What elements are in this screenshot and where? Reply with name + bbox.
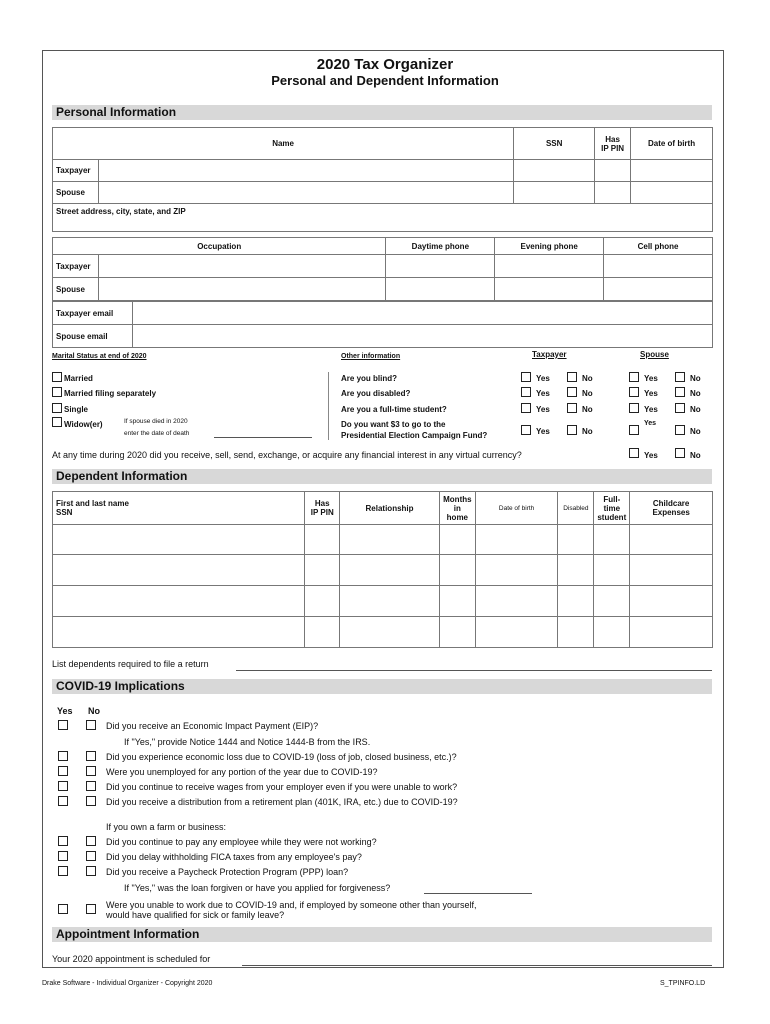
covid-q3: Were you unemployed for any portion of the year due to COVID-19? xyxy=(106,767,378,777)
q-campaign-1: Do you want $3 to go to the xyxy=(341,420,446,429)
tp-campaign-no[interactable] xyxy=(567,425,577,435)
covid-q1-note: If "Yes," provide Notice 1444 and Notice 1444-B from the IRS. xyxy=(124,737,371,747)
no-label: No xyxy=(690,405,701,414)
yes-label: Yes xyxy=(536,427,550,436)
dependent-row[interactable] xyxy=(53,525,713,555)
covid-q4-yes[interactable] xyxy=(58,781,68,791)
q-student: Are you a full-time student? xyxy=(341,405,447,414)
col-daytime-phone: Daytime phone xyxy=(386,238,495,255)
list-dependents-label: List dependents required to file a return xyxy=(52,659,209,669)
personal-section-title: Personal Information xyxy=(52,105,712,120)
covid-section-title: COVID-19 Implications xyxy=(52,679,712,694)
covid-q5-yes[interactable] xyxy=(58,796,68,806)
divider xyxy=(328,372,329,440)
sp-disabled-no[interactable] xyxy=(675,387,685,397)
covid-q6-no[interactable] xyxy=(86,836,96,846)
virtual-yes-checkbox[interactable] xyxy=(629,448,639,458)
col-occupation: Occupation xyxy=(53,238,386,255)
married-label: Married xyxy=(64,374,93,383)
col-dep-pin: Has IP PIN xyxy=(305,492,340,525)
other-heading: Other information xyxy=(341,353,401,360)
col-cell-phone: Cell phone xyxy=(604,238,713,255)
appointment-line[interactable] xyxy=(242,965,712,966)
sp-campaign-no[interactable] xyxy=(675,425,685,435)
occupation-table xyxy=(52,237,713,301)
taxpayer-occupation-field[interactable] xyxy=(98,255,385,278)
taxpayer-cell-field[interactable] xyxy=(604,255,713,278)
covid-q9-no[interactable] xyxy=(86,904,96,914)
yes-label: Yes xyxy=(644,374,658,383)
marital-heading: Marital Status at end of 2020 xyxy=(52,353,147,360)
email-table xyxy=(52,301,713,348)
row-spouse-label: Spouse xyxy=(53,182,99,204)
no-label: No xyxy=(690,427,701,436)
sp-campaign-yes[interactable] xyxy=(629,425,639,435)
col-dep-childcare: Childcare Expenses xyxy=(630,492,713,525)
tp-student-yes[interactable] xyxy=(521,403,531,413)
tp-disabled-yes[interactable] xyxy=(521,387,531,397)
sp-student-no[interactable] xyxy=(675,403,685,413)
spouse-heading: Spouse xyxy=(640,350,669,359)
spouse-occupation-field[interactable] xyxy=(98,278,385,301)
col-has-ip-pin: Has IP PIN xyxy=(595,128,631,160)
spouse-name-field[interactable] xyxy=(98,182,513,204)
occ-row-taxpayer-label: Taxpayer xyxy=(53,255,99,278)
covid-no-heading: No xyxy=(88,706,100,716)
no-label: No xyxy=(582,405,593,414)
sp-disabled-yes[interactable] xyxy=(629,387,639,397)
taxpayer-ip-pin-field[interactable] xyxy=(595,160,631,182)
tp-student-no[interactable] xyxy=(567,403,577,413)
yes-label: Yes xyxy=(536,374,550,383)
covid-q9-yes[interactable] xyxy=(58,904,68,914)
taxpayer-ssn-field[interactable] xyxy=(514,160,595,182)
mfs-checkbox[interactable] xyxy=(52,387,62,397)
virtual-currency-question: At any time during 2020 did you receive, sell, send, exchange, or acquire any financial interest in any virtual currency? xyxy=(52,450,522,460)
no-label: No xyxy=(690,374,701,383)
taxpayer-evening-field[interactable] xyxy=(495,255,604,278)
covid-q3-yes[interactable] xyxy=(58,766,68,776)
taxpayer-daytime-field[interactable] xyxy=(386,255,495,278)
covid-q8-no[interactable] xyxy=(86,866,96,876)
no-label: No xyxy=(690,389,701,398)
widow-checkbox[interactable] xyxy=(52,417,62,427)
sp-student-yes[interactable] xyxy=(629,403,639,413)
married-checkbox[interactable] xyxy=(52,372,62,382)
dependent-row[interactable] xyxy=(53,617,713,648)
covid-q8: Did you receive a Paycheck Protection Program (PPP) loan? xyxy=(106,867,349,877)
covid-q5: Did you receive a distribution from a retirement plan (401K, IRA, etc.) due to COVID-19? xyxy=(106,797,458,807)
col-dep-relationship: Relationship xyxy=(340,492,440,525)
forgiveness-line[interactable] xyxy=(424,893,532,894)
covid-q8-note: If "Yes," was the loan forgiven or have you applied for forgiveness? xyxy=(124,883,391,893)
covid-q2-no[interactable] xyxy=(86,751,96,761)
sp-blind-no[interactable] xyxy=(675,372,685,382)
covid-q1-no[interactable] xyxy=(86,720,96,730)
list-dependents-line[interactable] xyxy=(236,670,712,671)
tp-campaign-yes[interactable] xyxy=(521,425,531,435)
covid-q7-no[interactable] xyxy=(86,851,96,861)
spouse-ip-pin-field[interactable] xyxy=(595,182,631,204)
yes-label: Yes xyxy=(644,420,657,427)
col-dep-months: Months in home xyxy=(439,492,475,525)
spouse-cell-field[interactable] xyxy=(604,278,713,301)
spouse-daytime-field[interactable] xyxy=(386,278,495,301)
covid-q9-line2: would have qualified for sick or family leave? xyxy=(106,910,285,920)
covid-q9-line1: Were you unable to work due to COVID-19 and, if employed by someone other than yourself, xyxy=(106,900,477,910)
street-address-field[interactable]: Street address, city, state, and ZIP xyxy=(53,204,713,232)
covid-q6-yes[interactable] xyxy=(58,836,68,846)
covid-q1: Did you receive an Economic Impact Payment (EIP)? xyxy=(106,721,319,731)
yes-label: Yes xyxy=(644,405,658,414)
col-dep-fulltime: Full- time student xyxy=(594,492,630,525)
spouse-email-label: Spouse email xyxy=(53,325,133,348)
dependent-row[interactable] xyxy=(53,555,713,586)
taxpayer-email-label: Taxpayer email xyxy=(53,302,133,325)
col-name: Name xyxy=(53,128,514,160)
dependent-table xyxy=(52,491,713,648)
covid-q6: Did you continue to pay any employee while they were not working? xyxy=(106,837,377,847)
covid-q7: Did you delay withholding FICA taxes from any employee's pay? xyxy=(106,852,362,862)
no-label: No xyxy=(582,389,593,398)
q-blind: Are you blind? xyxy=(341,374,397,383)
covid-q2-yes[interactable] xyxy=(58,751,68,761)
covid-q4: Did you continue to receive wages from your employer even if you were unable to work? xyxy=(106,782,458,792)
dependent-row[interactable] xyxy=(53,586,713,617)
covid-q4-no[interactable] xyxy=(86,781,96,791)
yes-label: Yes xyxy=(644,389,658,398)
q-campaign-2: Presidential Election Campaign Fund? xyxy=(341,431,488,440)
footer-copyright: Drake Software - Individual Organizer - Copyright 2020 xyxy=(42,980,213,987)
tp-blind-yes[interactable] xyxy=(521,372,531,382)
col-dob: Date of birth xyxy=(631,128,713,160)
col-dep-disabled: Disabled xyxy=(558,492,594,525)
taxpayer-heading: Taxpayer xyxy=(532,350,567,359)
covid-farm-intro: If you own a farm or business: xyxy=(106,822,227,832)
page-title: 2020 Tax Organizer xyxy=(316,56,454,73)
spouse-email-field[interactable] xyxy=(132,325,712,348)
footer-form-id: S_TPINFO.LD xyxy=(660,980,706,987)
covid-q8-yes[interactable] xyxy=(58,866,68,876)
spouse-evening-field[interactable] xyxy=(495,278,604,301)
yes-label: Yes xyxy=(644,451,658,460)
yes-label: Yes xyxy=(536,405,550,414)
page-subtitle: Personal and Dependent Information xyxy=(271,73,499,88)
died-note-1: If spouse died in 2020 xyxy=(124,418,188,425)
covid-q1-yes[interactable] xyxy=(58,720,68,730)
covid-q5-no[interactable] xyxy=(86,796,96,806)
taxpayer-name-field[interactable] xyxy=(98,160,513,182)
appointment-section-title: Appointment Information xyxy=(52,927,712,942)
covid-yes-heading: Yes xyxy=(57,706,73,716)
covid-q7-yes[interactable] xyxy=(58,851,68,861)
col-dep-name: First and last name SSN xyxy=(53,492,305,525)
covid-q3-no[interactable] xyxy=(86,766,96,776)
covid-q2: Did you experience economic loss due to COVID-19 (loss of job, closed business, etc.)? xyxy=(106,752,457,762)
yes-label: Yes xyxy=(536,389,550,398)
personal-name-table xyxy=(52,127,713,232)
date-of-death-line[interactable] xyxy=(214,437,312,438)
dependent-section-title: Dependent Information xyxy=(52,469,712,484)
single-checkbox[interactable] xyxy=(52,403,62,413)
no-label: No xyxy=(690,451,701,460)
no-label: No xyxy=(582,427,593,436)
single-label: Single xyxy=(64,405,89,414)
spouse-dob-field[interactable] xyxy=(631,182,713,204)
taxpayer-dob-field[interactable] xyxy=(631,160,713,182)
tp-disabled-no[interactable] xyxy=(567,387,577,397)
tp-blind-no[interactable] xyxy=(567,372,577,382)
virtual-no-checkbox[interactable] xyxy=(675,448,685,458)
taxpayer-email-field[interactable] xyxy=(132,302,712,325)
sp-blind-yes[interactable] xyxy=(629,372,639,382)
col-dep-dob: Date of birth xyxy=(475,492,558,525)
no-label: No xyxy=(582,374,593,383)
col-evening-phone: Evening phone xyxy=(495,238,604,255)
appointment-label: Your 2020 appointment is scheduled for xyxy=(52,954,211,964)
row-taxpayer-label: Taxpayer xyxy=(53,160,99,182)
occ-row-spouse-label: Spouse xyxy=(53,278,99,301)
spouse-ssn-field[interactable] xyxy=(514,182,595,204)
died-note-2: enter the date of death xyxy=(124,430,190,437)
col-ssn: SSN xyxy=(514,128,595,160)
mfs-label: Married filing separately xyxy=(64,389,157,398)
widow-label: Widow(er) xyxy=(64,420,103,429)
q-disabled: Are you disabled? xyxy=(341,389,411,398)
